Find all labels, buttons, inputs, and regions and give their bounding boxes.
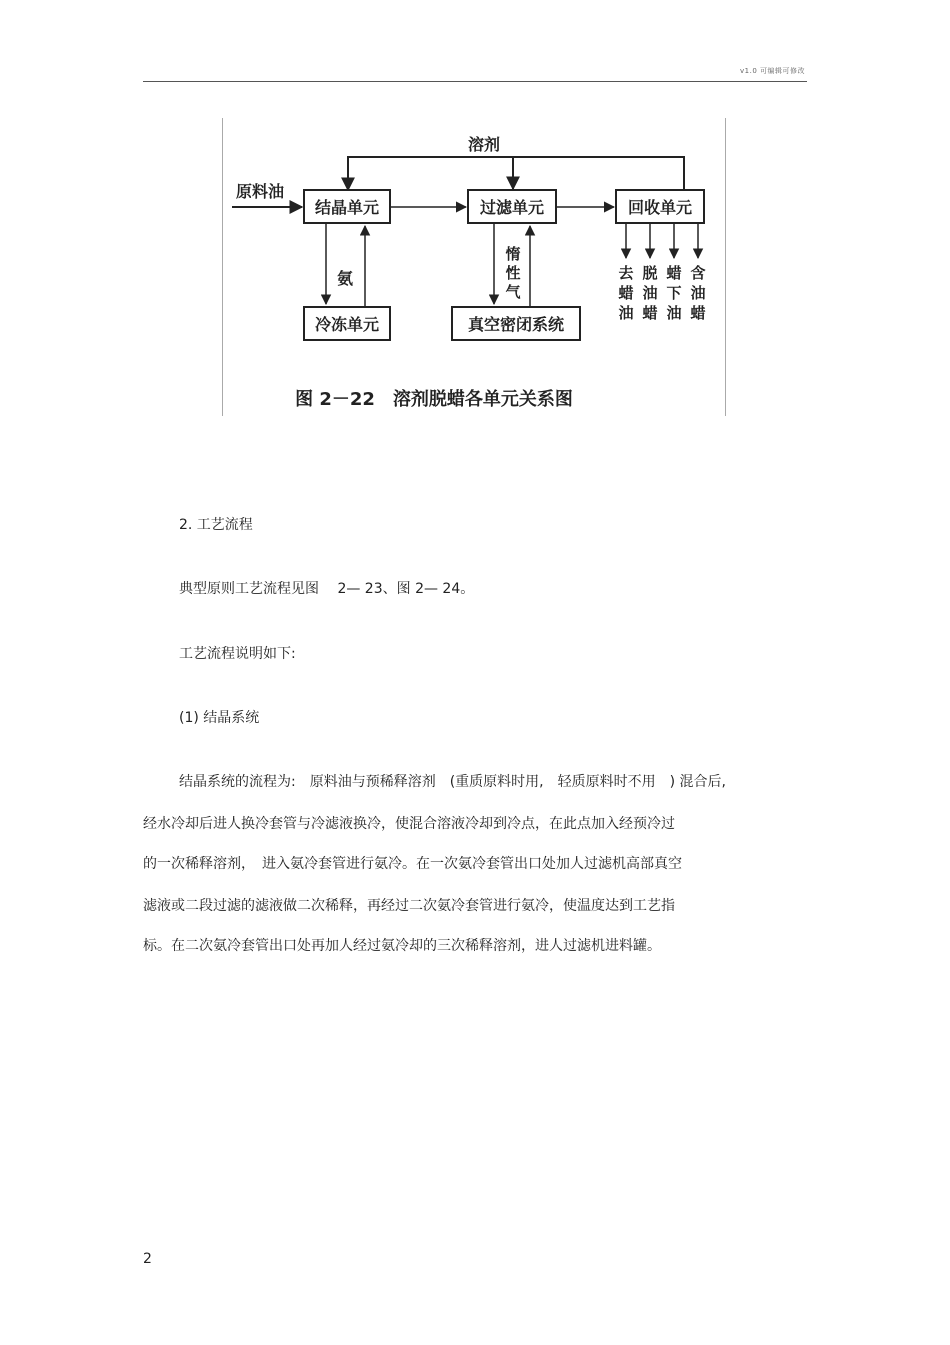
intro-paragraph: 典型原则工艺流程见图 2— 23、图 2— 24。 — [179, 581, 475, 597]
body-line-5: 标。在二次氨冷套管出口处再加人经过氨冷却的三次稀释溶剂，进人过滤机进料罐。 — [143, 938, 661, 954]
figure-caption: 图 2－22 溶剂脱蜡各单元关系图 — [295, 389, 573, 410]
body-line-3: 的一次稀释溶剂， 进入氨冷套管进行氨冷。在一次氨冷套管出口处加人过滤机高部真空 — [143, 856, 682, 872]
output-dewaxed-oil-3: 油 — [618, 304, 634, 322]
subheading-crystallization: (1) 结晶系统 — [179, 710, 260, 726]
description-paragraph: 工艺流程说明如下: — [179, 646, 296, 662]
feed-oil-label: 原料油 — [235, 182, 285, 201]
header-divider — [143, 81, 807, 82]
ammonia-label: 氨 — [336, 269, 354, 288]
output-deoiled-wax-3: 蜡 — [642, 304, 658, 322]
version-note: v1.0 可编辑可修改 — [740, 67, 805, 75]
section-heading: 2. 工艺流程 — [179, 517, 253, 533]
output-foots-oil-3: 油 — [666, 304, 682, 322]
body-line-1: 结晶系统的流程为: 原料油与预稀释溶剂 (重质原料时用, 轻质原料时不用 ) 混合后, — [179, 774, 726, 790]
filtration-unit-label: 过滤单元 — [479, 198, 545, 217]
output-oily-wax-3: 蜡 — [690, 304, 706, 322]
crystallization-unit-label: 结晶单元 — [314, 198, 380, 217]
output-dewaxed-oil-1: 去 — [618, 264, 634, 282]
refrigeration-unit-label: 冷冻单元 — [314, 315, 380, 334]
output-oily-wax-2: 油 — [690, 284, 706, 302]
output-foots-oil-1: 蜡 — [666, 264, 682, 282]
inert-gas-label-2: 性 — [505, 264, 521, 282]
output-dewaxed-oil-2: 蜡 — [618, 284, 634, 302]
output-foots-oil-2: 下 — [666, 284, 682, 302]
solvent-label: 溶剂 — [467, 135, 501, 154]
vacuum-seal-system-label: 真空密闭系统 — [467, 315, 565, 334]
inert-gas-label-1: 惰 — [505, 245, 521, 263]
body-line-4: 滤液或二段过滤的滤液做二次稀释，再经过二次氨冷套管进行氨冷，使温度达到工艺指 — [143, 898, 675, 914]
output-deoiled-wax-2: 油 — [642, 284, 658, 302]
recovery-unit-label: 回收单元 — [627, 198, 693, 217]
solvent-return-line — [348, 157, 684, 190]
output-deoiled-wax-1: 脱 — [642, 264, 658, 282]
inert-gas-label-3: 气 — [505, 283, 521, 301]
page-number: 2 — [143, 1251, 152, 1267]
output-oily-wax-1: 含 — [690, 264, 706, 282]
unit-relationship-diagram — [222, 118, 726, 416]
body-line-2: 经水冷却后进人换冷套管与冷滤液换冷，使混合溶液冷却到冷点，在此点加入经预冷过 — [143, 816, 675, 832]
